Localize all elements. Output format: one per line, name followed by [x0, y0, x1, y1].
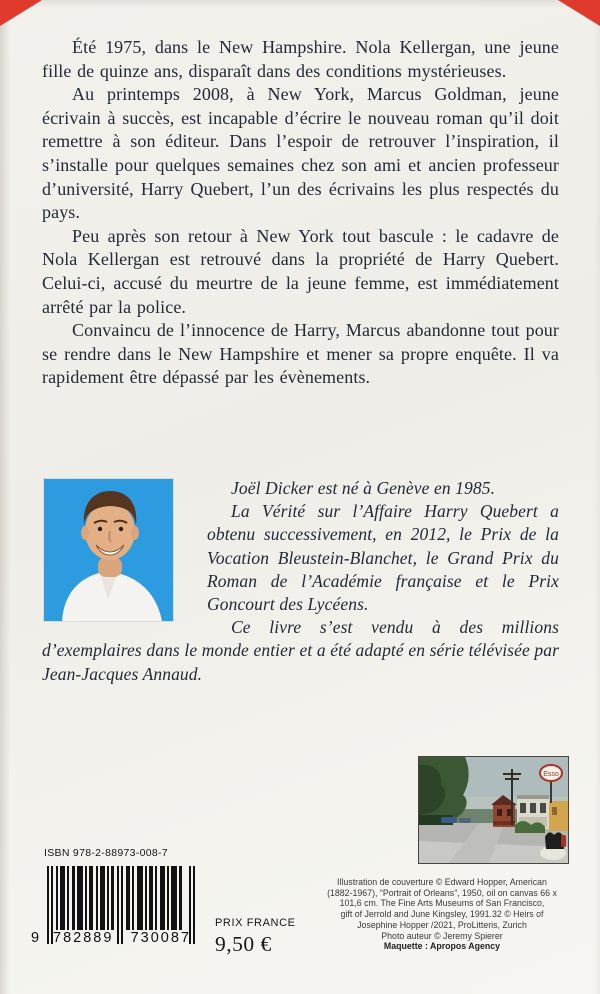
hopper-painting-icon	[419, 757, 568, 863]
price-label: PRIX FRANCE	[215, 917, 296, 929]
author-photo	[44, 479, 173, 621]
credits-block	[292, 877, 592, 952]
credits-line: 101,6 cm. The Fine Arts Museums of San Francisco,	[339, 898, 545, 909]
synopsis-text	[42, 36, 559, 390]
corner-marker-right	[558, 0, 600, 26]
synopsis-paragraph: Peu après son retour à New York tout bascule : le cadavre de Nola Kellergan est retrouvé dans la propriété de Harry Quebert. Celui-ci, accusé du meurtre de la jeune femme, est immédiatement arrêté par la police.	[42, 225, 559, 317]
synopsis-paragraph: Été 1975, dans le New Hampshire. Nola Kellergan, une jeune fille de quinze ans, disparaît dans des conditions mystérieuses.	[42, 37, 559, 81]
barcode-digit-first: 9	[31, 930, 40, 946]
bio-paragraph: La Vérité sur l’Affaire Harry Quebert a obtenu successivement, en 2012, le Prix de la Vocation Bleustein-Blanchet, le Grand Prix du Roman de l’Académie française et le Prix Goncourt des Lycéens.	[207, 501, 559, 615]
credits-line: Illustration de couverture © Edward Hopper, American	[337, 877, 547, 887]
credits-line: Photo auteur © Jeremy Spierer	[381, 930, 503, 941]
synopsis-paragraph: Au printemps 2008, à New York, Marcus Goldman, jeune écrivain à succès, est incapable d’écrire le nouveau roman qu’il doit remettre à son éditeur. Dans l’espoir de retrouver l’inspiration, il s’installe pour quelques semaines chez son ami et ancien professeur d’université, Harry Quebert, l’un des écrivains les plus respectés du pays.	[42, 84, 559, 223]
barcode-digit-group: 782889	[53, 930, 114, 946]
bio-paragraph: Joël Dicker est né à Genève en 1985.	[231, 478, 496, 498]
price-block	[215, 917, 296, 957]
corner-marker-left	[0, 0, 42, 26]
cover-illustration-thumbnail	[418, 756, 569, 864]
credits-line: Josephine Hopper /2021, ProLitteris, Zurich	[357, 919, 527, 930]
barcode-digits	[53, 930, 191, 946]
author-bio-text	[42, 477, 559, 686]
isbn-label: ISBN 978-2-88973-008-7	[44, 847, 168, 859]
barcode-digit-group: 730087	[130, 930, 191, 946]
bio-paragraph: Ce livre s’est vendu à des millions d’exemplaires dans le monde entier et a été adapté en série télévisée par Jean-Jacques Annaud.	[42, 617, 559, 684]
author-portrait-illustration	[44, 479, 173, 621]
synopsis-paragraph: Convaincu de l’innocence de Harry, Marcus abandonne tout pour se rendre dans le New Hampshire et mener sa propre enquête. Il va rapidement être dépassé par les évènements.	[42, 320, 559, 388]
credits-line: gift of Jerrold and June Kingsley, 1991.32 © Heirs of	[340, 909, 544, 920]
credits-line: (1882-1967), “Portrait of Orleans”, 1950, oil on canvas 66 x	[327, 887, 557, 898]
svg-text:Esso: Esso	[543, 771, 559, 778]
credits-line-maquette: Maquette : Apropos Agency	[383, 941, 501, 952]
ean13-barcode	[31, 866, 195, 954]
price-value: 9,50 €	[215, 932, 272, 956]
